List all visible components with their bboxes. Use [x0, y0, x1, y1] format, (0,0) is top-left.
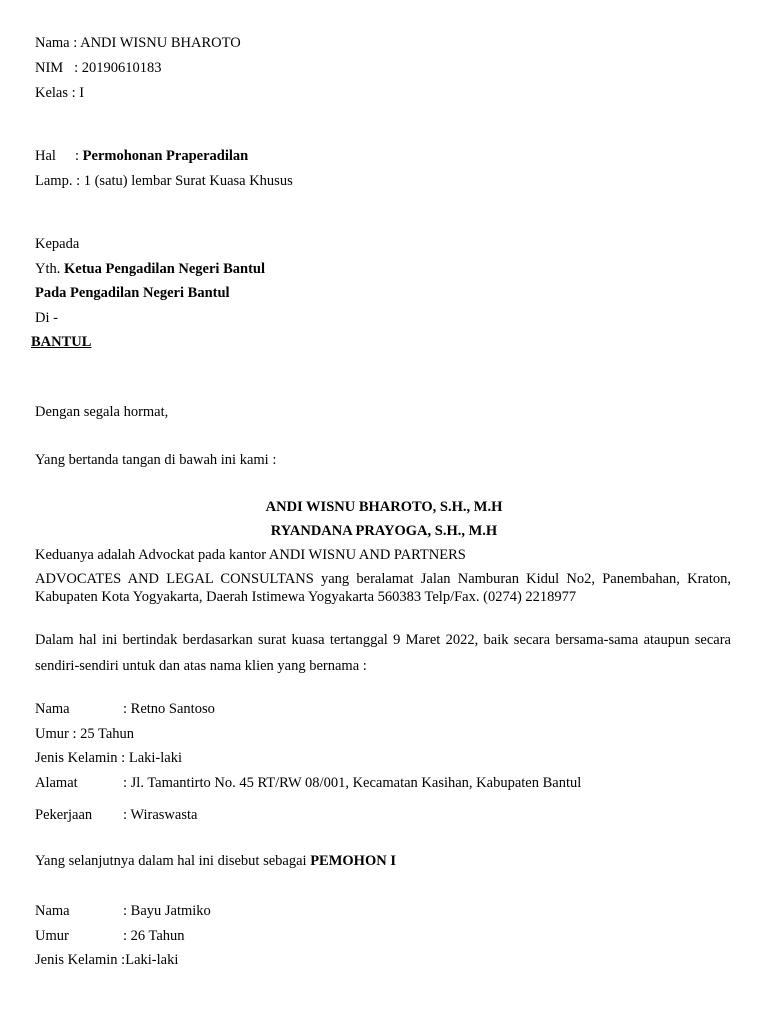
sender-nim: NIM : 20190610183	[35, 60, 162, 76]
pemohon1-age: Umur : 25 Tahun	[35, 726, 135, 742]
pemohon1-occupation-label: Pekerjaan	[35, 807, 93, 823]
recipient-city: BANTUL	[31, 334, 92, 350]
recipient-di: Di -	[35, 310, 58, 326]
attachment-line: Lamp. : 1 (satu) lembar Surat Kuasa Khusus	[35, 173, 293, 189]
pemohon1-designation	[35, 852, 396, 870]
recipient-court: Pada Pengadilan Negeri Bantul	[35, 285, 230, 301]
power-of-attorney-paragraph: Dalam hal ini bertindak berdasarkan surat kuasa tertanggal 9 Maret 2022, baik secara bersama-sama ataupun secara sendiri-sendiri untuk dan atas nama klien yang bernama :	[35, 632, 731, 674]
recipient-yth	[35, 260, 265, 278]
subject-value: Permohonan Praperadilan	[82, 148, 249, 164]
subject-line	[35, 147, 248, 165]
pemohon2-age-label: Umur	[35, 928, 69, 944]
pemohon1-name-label: Nama	[35, 701, 70, 717]
pemohon1-designation-text: Yang selanjutnya dalam hal ini disebut sebagai	[35, 853, 311, 869]
sender-class: Kelas : I	[35, 85, 85, 101]
pemohon1-name-row	[35, 700, 215, 718]
subject-separator: :	[75, 148, 83, 164]
pemohon1-occupation-row	[35, 806, 197, 824]
pemohon2-age-value: : 26 Tahun	[123, 928, 185, 944]
pemohon1-occupation-value: : Wiraswasta	[123, 807, 198, 823]
firm-line: Keduanya adalah Advockat pada kantor ANDI WISNU AND PARTNERS	[35, 547, 466, 563]
pemohon2-age-row	[35, 927, 185, 945]
recipient-yth-name: Ketua Pengadilan Negeri Bantul	[64, 261, 265, 277]
lawyer-name-2: RYANDANA PRAYOGA, S.H., M.H	[270, 523, 498, 539]
pemohon2-name-label: Nama	[35, 903, 70, 919]
pemohon1-address-value: : Jl. Tamantirto No. 45 RT/RW 08/001, Kecamatan Kasihan, Kabupaten Bantul	[123, 775, 582, 791]
greeting: Dengan segala hormat,	[35, 404, 169, 420]
recipient-yth-prefix: Yth.	[35, 261, 64, 277]
pemohon2-gender: Jenis Kelamin :Laki-laki	[35, 952, 179, 968]
pemohon2-name-row	[35, 902, 211, 920]
lawyer-name-1: ANDI WISNU BHAROTO, S.H., M.H	[265, 499, 503, 515]
pemohon1-address-label: Alamat	[35, 775, 78, 791]
subject-label: Hal	[35, 148, 56, 164]
intro-text: Yang bertanda tangan di bawah ini kami :	[35, 452, 277, 468]
pemohon1-gender: Jenis Kelamin : Laki-laki	[35, 750, 182, 766]
pemohon1-name-value: : Retno Santoso	[123, 701, 215, 717]
pemohon1-address-row	[35, 774, 581, 792]
pemohon1-role: PEMOHON I	[310, 853, 396, 869]
firm-address-paragraph: ADVOCATES AND LEGAL CONSULTANS yang beralamat Jalan Namburan Kidul No2, Panembahan, Kraton, Kabupaten Kota Yogyakarta, Daerah Istimewa Yogyakarta 560383 Telp/Fax. (0274) 2218977	[35, 571, 731, 605]
pemohon2-name-value: : Bayu Jatmiko	[123, 903, 211, 919]
recipient-kepada: Kepada	[35, 236, 80, 252]
sender-name: Nama : ANDI WISNU BHAROTO	[35, 35, 241, 51]
